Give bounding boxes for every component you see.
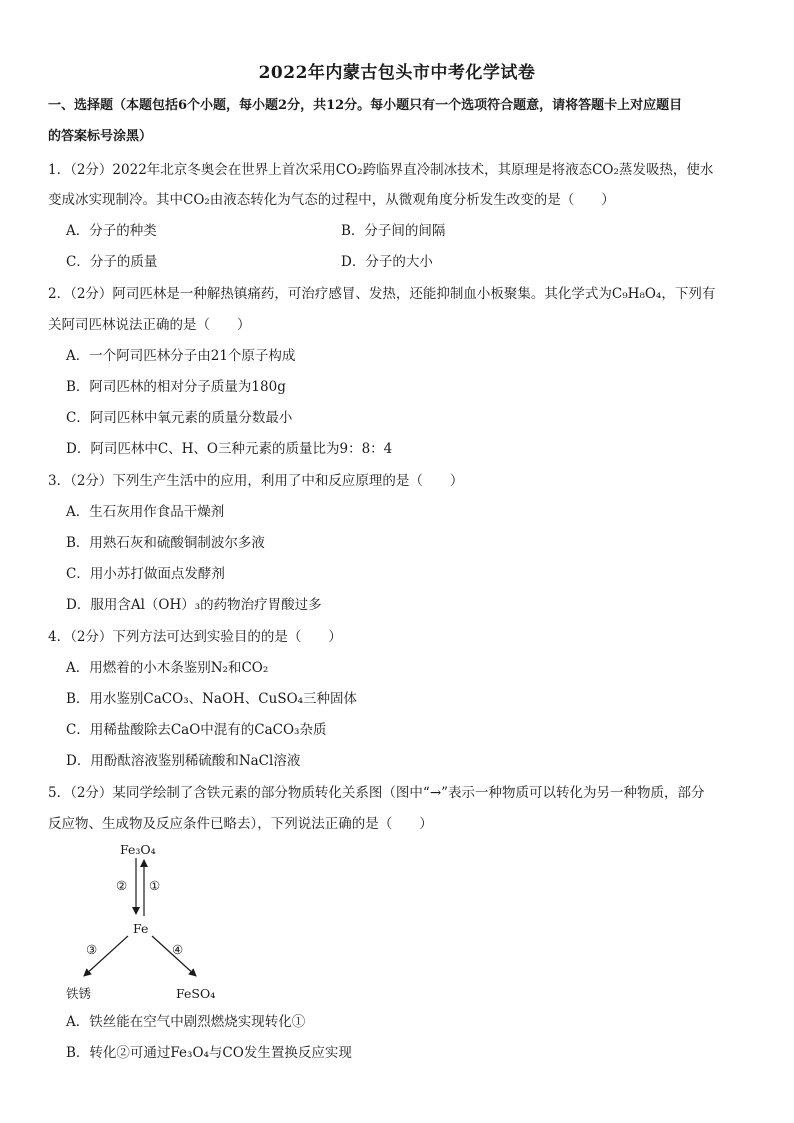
node-feso4: FeSO₄ <box>176 986 216 1001</box>
q2-option-a[interactable]: A．一个阿司匹林分子由21个原子构成 <box>66 348 296 364</box>
section-header-line2: 的答案标号涂黑） <box>48 129 153 144</box>
section-header <box>48 90 758 152</box>
q2-stem-line1: 2．（2分）阿司匹林是一种解热镇痛药，可治疗感冒、发热，还能抑制血小板聚集。其化学式为C₉H₈O₄，下列有 <box>48 286 716 302</box>
iron-conversion-diagram <box>60 836 260 1006</box>
q4-option-c[interactable]: C．用稀盐酸除去CaO中混有的CaCO₃杂质 <box>66 722 327 738</box>
q5-option-b[interactable]: B．转化②可通过Fe₃O₄与CO发生置换反应实现 <box>66 1045 352 1061</box>
q4-option-a[interactable]: A．用燃着的小木条鉴别N₂和CO₂ <box>66 660 269 676</box>
node-fe: Fe <box>133 921 149 936</box>
label-arrow-1: ① <box>149 878 161 893</box>
q2-option-b[interactable]: B．阿司匹林的相对分子质量为180g <box>66 379 286 395</box>
iron-conversion-arrows <box>60 836 260 1006</box>
q1-stem-line2: 变成冰实现制冷。其中CO₂由液态转化为气态的过程中，从微观角度分析发生改变的是（ ） <box>48 192 615 208</box>
q1-option-a[interactable]: A．分子的种类 <box>66 223 157 239</box>
q1-option-c[interactable]: C．分子的质量 <box>66 254 158 270</box>
label-arrow-2: ② <box>116 878 128 893</box>
q5-stem-line1: 5．（2分）某同学绘制了含铁元素的部分物质转化关系图（图中“→”表示一种物质可以转化为另一种物质，部分 <box>48 785 705 801</box>
q2-option-c[interactable]: C．阿司匹林中氧元素的质量分数最小 <box>66 410 293 426</box>
q3-option-a[interactable]: A．生石灰用作食品干燥剂 <box>66 504 225 520</box>
node-fe3o4: Fe₃O₄ <box>120 842 156 857</box>
q2-stem-line2: 关阿司匹林说法正确的是（ ） <box>48 317 251 333</box>
q1-option-b[interactable]: B．分子间的间隔 <box>341 223 446 239</box>
q4-option-b[interactable]: B．用水鉴别CaCO₃、NaOH、CuSO₄三种固体 <box>66 691 358 707</box>
q3-option-c[interactable]: C．用小苏打做面点发酵剂 <box>66 566 225 582</box>
q1-stem-line1: 1．（2分）2022年北京冬奥会在世界上首次采用CO₂跨临界直冷制冰技术，其原理是将液态CO₂蒸发吸热，使水 <box>48 162 714 178</box>
node-rust: 铁锈 <box>66 986 92 1001</box>
page-title: 2022年内蒙古包头市中考化学试卷 <box>258 63 536 83</box>
q3-stem-line1: 3．（2分）下列生产生活中的应用，利用了中和反应原理的是（ ） <box>48 473 464 489</box>
section-header-line1: 一、选择题（本题包括6个小题，每小题2分，共12分。每小题只有一个选项符合题意，请将答题卡上对应题目 <box>48 98 683 113</box>
q2-option-d[interactable]: D．阿司匹林中C、H、O三种元素的质量比为9：8：4 <box>66 441 393 457</box>
q5-option-a[interactable]: A．铁丝能在空气中剧烈燃烧实现转化① <box>66 1014 306 1030</box>
q1-option-d[interactable]: D．分子的大小 <box>341 254 433 270</box>
q5-stem-line2: 反应物、生成物及反应条件已略去），下列说法正确的是（ ） <box>48 816 433 832</box>
q4-stem-line1: 4．（2分）下列方法可达到实验目的的是（ ） <box>48 629 342 645</box>
label-arrow-3: ③ <box>86 942 98 957</box>
q3-option-b[interactable]: B．用熟石灰和硫酸铜制波尔多液 <box>66 535 265 551</box>
q4-option-d[interactable]: D．用酚酞溶液鉴别稀硫酸和NaCl溶液 <box>66 753 301 769</box>
q3-option-d[interactable]: D．服用含Al（OH）₃的药物治疗胃酸过多 <box>66 597 322 613</box>
label-arrow-4: ④ <box>172 942 184 957</box>
